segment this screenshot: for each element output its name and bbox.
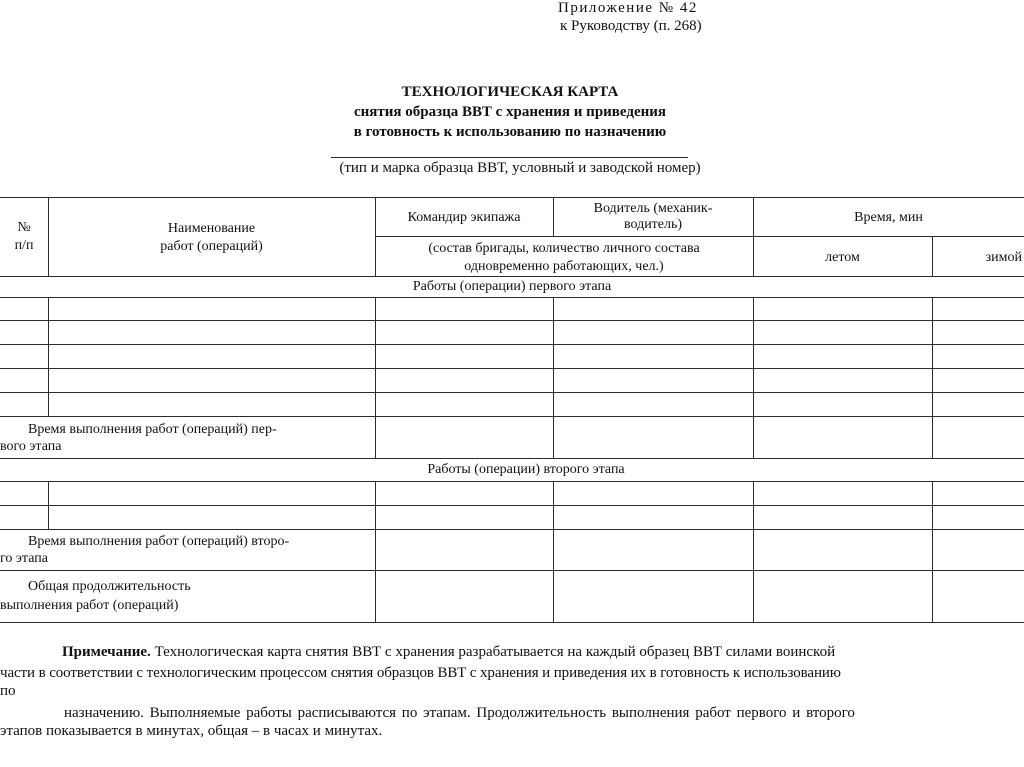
- col-line-driver: [553, 297, 554, 458]
- col-line-name: [375, 297, 376, 458]
- stage1-total-label-2: вого этапа: [0, 439, 62, 454]
- table-line: [0, 458, 1024, 459]
- stage1-section-title: Работы (операции) первого этапа: [412, 279, 612, 294]
- stage2-total-label-1: Время выполнения работ (операций) второ-: [28, 534, 290, 549]
- note-line-2: части в соответствии с технологическим процессом снятия образцов ВВТ с хранения и приведения их в готовность к использованию: [0, 665, 841, 681]
- col-header-number-1: №: [17, 220, 31, 235]
- col-header-driver-2: водитель): [623, 217, 683, 232]
- table-line: [0, 344, 1024, 345]
- col-header-driver-1: Водитель (механик-: [593, 201, 713, 216]
- col-header-time: Время, мин: [854, 210, 923, 225]
- note-line-5: этапов показывается в минутах, общая – в часах и минутах.: [0, 723, 383, 739]
- col-header-name-1: Наименование: [167, 221, 256, 236]
- stage2-total-label-2: го этапа: [0, 551, 48, 566]
- col-line-winter: [932, 481, 933, 622]
- overall-duration-label-1: Общая продолжительность: [28, 579, 191, 594]
- note-line-3: по: [0, 683, 16, 699]
- table-line: [375, 236, 1024, 237]
- table-border-top: [0, 197, 1024, 198]
- note-line-4: назначению. Выполняемые работы расписываются по этапам. Продолжительность выполнения работ первого и второго: [64, 705, 855, 721]
- appendix-reference: к Руководству (п. 268): [560, 18, 702, 34]
- col-line-name: [375, 481, 376, 622]
- table-line: [0, 570, 1024, 571]
- doc-subtitle-1: снятия образца ВВТ с хранения и приведения: [353, 104, 667, 120]
- table-line: [0, 297, 1024, 298]
- note-text-1: Технологическая карта снятия ВВТ с хранения разрабатывается на каждый образец ВВТ силами воинской: [150, 644, 836, 660]
- doc-subtitle-2: в готовность к использованию по назначению: [353, 124, 667, 140]
- col-header-name-2: работ (операций): [160, 239, 263, 254]
- note-line-1: [62, 641, 835, 663]
- table-line: [0, 392, 1024, 393]
- note-label: Примечание.: [62, 644, 151, 660]
- col-line-driver: [553, 481, 554, 622]
- col-header-winter: зимой: [985, 250, 1022, 265]
- appendix-number: Приложение № 42: [558, 0, 698, 16]
- table-line: [0, 529, 1024, 530]
- col-line-time: [753, 481, 754, 622]
- stage2-section-title: Работы (операции) второго этапа: [427, 462, 625, 477]
- table-line: [0, 368, 1024, 369]
- overall-duration-label-2: выполнения работ (операций): [0, 598, 179, 613]
- table-border-bottom: [0, 622, 1024, 623]
- stage1-total-label-1: Время выполнения работ (операций) пер-: [28, 422, 277, 437]
- table-line: [0, 416, 1024, 417]
- col-header-commander: Командир экипажа: [407, 210, 521, 225]
- col-header-crew-2: одновременно работающих, чел.): [464, 259, 664, 274]
- col-header-summer: летом: [825, 250, 860, 265]
- col-line-num: [48, 297, 49, 416]
- col-header-crew-1: (состав бригады, количество личного состава: [428, 241, 700, 256]
- fill-in-line: [331, 157, 688, 158]
- col-line-time: [753, 297, 754, 458]
- fill-in-caption: (тип и марка образца ВВТ, условный и заводской номер): [339, 160, 701, 176]
- doc-title: ТЕХНОЛОГИЧЕСКАЯ КАРТА: [401, 84, 619, 100]
- col-header-number-2: п/п: [14, 238, 34, 253]
- col-line-num: [48, 481, 49, 529]
- table-line: [0, 320, 1024, 321]
- table-line: [0, 481, 1024, 482]
- table-line: [0, 505, 1024, 506]
- col-line-winter: [932, 297, 933, 458]
